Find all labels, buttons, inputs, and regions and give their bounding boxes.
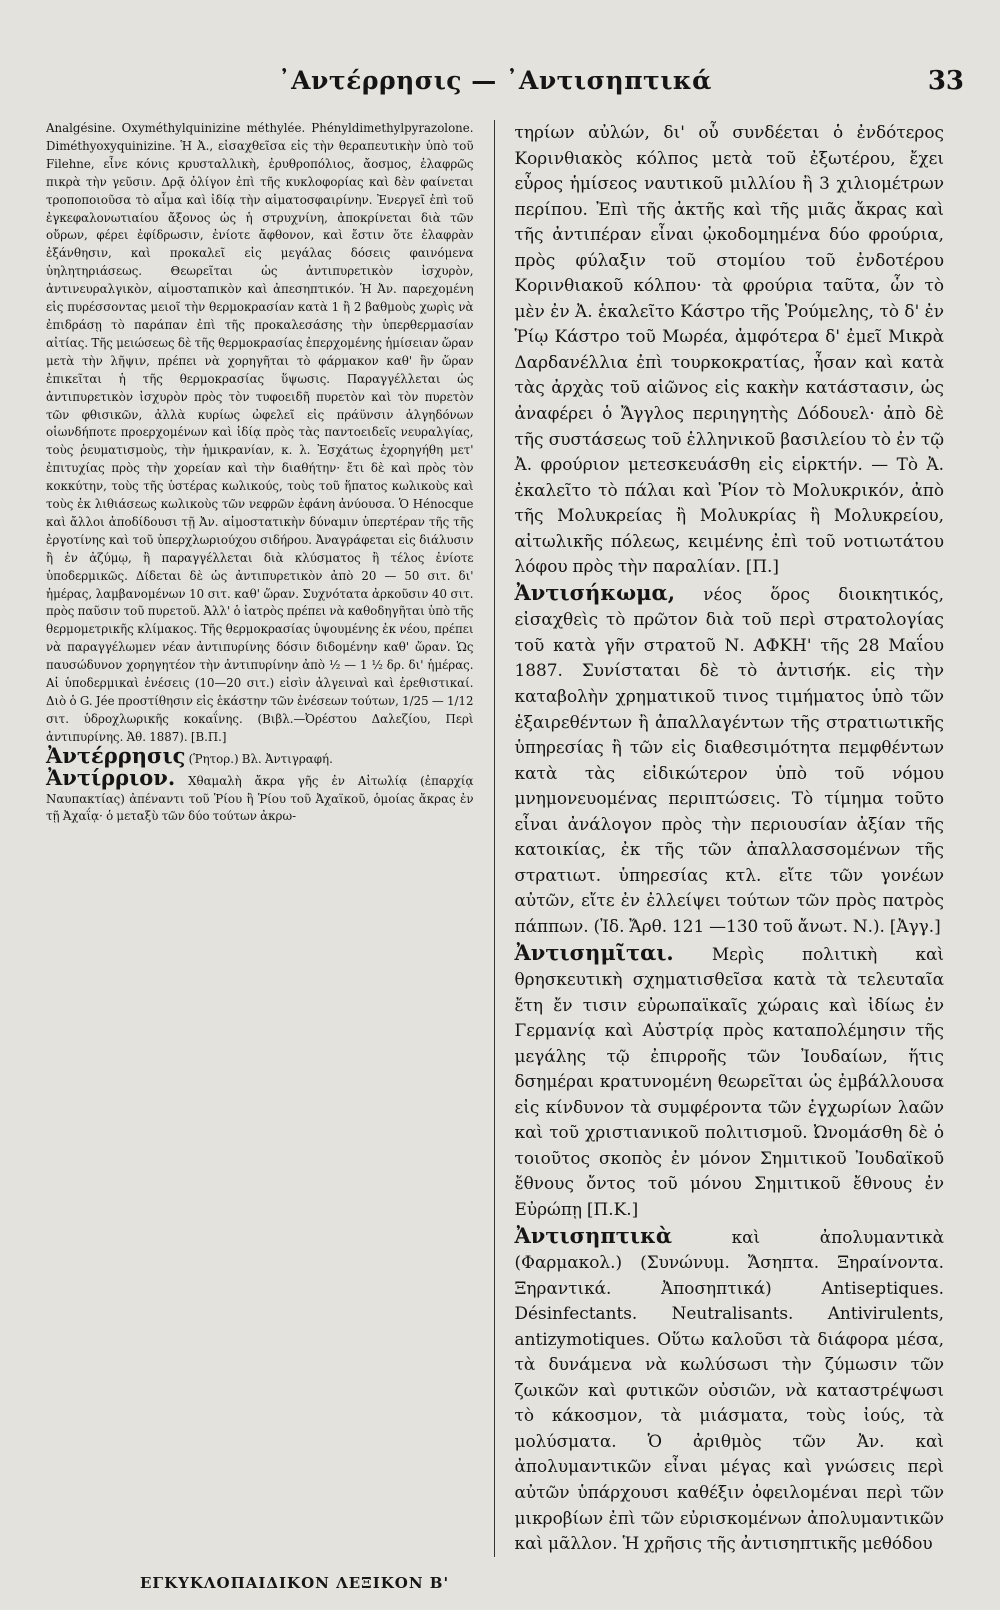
entry-text: Μερὶς πολιτικὴ καὶ θρησκευτικὴ σχηματισθεῖσα κατὰ τὰ τελευταῖα ἔτη ἔν τισιν εὐρωπαϊκαῖς χώραις καὶ ἰδίως ἐν Γερμανίᾳ καὶ Αὐστρίᾳ πρὸς καταπολέμησιν τῆς μεγάλης τῷ ἐπιρροῆς τῶν Ἰουδαίων, ἥτις δσημέραι κρατυνομένη θεωρεῖται ὡς ἐμβάλλουσα εἰς κίνδυνον τὰ συμφέροντα τῶν ἐγχωρίων λαῶν καὶ τοῦ χριστιανικοῦ πολιτισμοῦ. Ὠνομάσθη δὲ ὁ τοιοῦτος σκοπὸς ἐν μόνον Σημιτικοῦ Ἰουδαϊκοῦ ἔθνους ὄντος τοῦ μόνου Σημιτικοῦ ἔθνους ἐν Εὐρώπῃ [Π.Κ.] xyxy=(514,943,944,1219)
page-header xyxy=(46,66,964,100)
headword: Ἀντίρριον. xyxy=(46,764,176,790)
page-number: 33 xyxy=(927,66,964,96)
entry-antisemites xyxy=(515,940,944,1223)
entry-antirrion-continued: τηρίων αὐλών, δι' οὗ συνδέεται ὁ ἐνδότερος Κορινθιακὸς κόλπος μετὰ τοῦ ἐξωτέρου, ἔχει εὖρος ἡμίσεος ναυτικοῦ μιλλίου ἢ 3 χιλιομέτρων περίπου. Ἐπὶ τῆς ἀκτῆς καὶ τῆς μιᾶς ἄκρας καὶ τῆς ἀντιπέραν εἶναι ᾠκοδομημένα δύο φρούρια, πρὸς φύλαξιν τοῦ στομίου τοῦ ἐνδοτέρου Κορινθιακοῦ κόλπου· τὰ φρούρια ταῦτα, ὧν τὸ μὲν ἐν Ἀ. ἐκαλεῖτο Κάστρο τῆς Ῥούμελης, τὸ δ' ἐν Ῥίῳ Κάστρο τοῦ Μωρέα, ἀμφότερα δ' ἐμεῖ Μικρὰ Δαρδανέλλια ἐπὶ τουρκοκρατίας, ἦσαν καὶ κατὰ τὰς ἀρχὰς τοῦ αἰῶνος εἰς κακὴν κατάστασιν, ὡς ἀναφέρει ὁ Ἄγγλος περιηγητὴς Δόδουελ· ἀπὸ δὲ τῆς συστάσεως τοῦ ἑλληνικοῦ βασιλείου τὸ ἐν τῷ Ἀ. φρούριον μετεσκευάσθη εἰς εἱρκτήν. — Τὸ Ἀ. ἐκαλεῖτο τὸ πάλαι καὶ Ῥίον τὸ Μολυκρικόν, ἀπὸ τῆς Μολυκρείας ἢ Μολυκρίας ἢ Μολυκρείου, αἰτωλικῆς πόλεως, κειμένης ἐπὶ τοῦ νοτιωτάτου λόφου πρὸς τὴν παραλίαν. [Π.] xyxy=(514,122,944,577)
entry-antiseptics xyxy=(515,1223,944,1557)
entry-antisikoma xyxy=(515,580,944,940)
printer-signature: ΕΓΚΥΚΛΟΠΑΙΔΙΚΟΝ ΛΕΞΙΚΟΝ Β' xyxy=(140,1574,450,1592)
running-title: ᾿Αντέρρησις — ᾿Αντισηπτικά xyxy=(278,66,712,95)
entry-antirrion xyxy=(46,764,474,827)
right-column xyxy=(494,120,944,1557)
headword: Ἀντέρρησις xyxy=(46,742,186,768)
text-columns xyxy=(46,120,944,1557)
headword: Ἀντισημῖται. xyxy=(514,939,674,965)
entry-text: νέος ὅρος διοικητικός, εἰσαχθεὶς τὸ πρῶτον διὰ τοῦ περὶ στρατολογίας τοῦ κατὰ γῆν στρατοῦ Ν. ΑΦΚΗ' τῆς 28 Μαΐου 1887. Συνίσταται δὲ τὸ ἀντισήκ. εἰς τὴν καταβολὴν χρηματικοῦ τινος τιμήματος ὑπὸ τῶν ἐξαιρεθέντων ἢ ἀπαλλαγέντων τῆς στρατιωτικῆς ὑπηρεσίας ἢ τῶν εἰς διαθεσιμότητα πεμφθέντων κατὰ τὰς εἰδικώτερον ὑπὸ τοῦ νόμου μνημονευομένας περιπτώσεις. Τὸ τίμημα τοῦτο εἶναι ἀνάλογον πρὸς τὴν περιουσίαν ἀξίαν τῆς κατοικίας, ἐκ τῆς τῶν ἀπαλλασσομένων τῆς στρατιωτ. ὑπηρεσίας κτλ. εἴτε τῶν γονέων αὐτῶν, εἴτε ἐν ἐλλείψει τούτων τῶν πρὸς πατρὸς πάππων. (Ἰδ. Ἄρθ. 121 —130 τοῦ ἄνωτ. Ν.). [Ἀγγ.] xyxy=(514,583,944,936)
headword: Ἀντισηπτικὰ xyxy=(514,1222,672,1248)
entry-antipyrine-text: Analgésine. Oxyméthylquinizine méthylée. Phényldimethylpyrazolone. Diméthyoxyquinizine. Ἡ Ἀ., εἰσαχθεῖσα εἰς τὴν θεραπευτικὴν ὑπὸ τοῦ Filehne, εἶνε κόνις κρυσταλλικὴ, ἐρυθροπόλιος, ἄοσμος, ἐλαφρῶς πικρὰ τὴν γεῦσιν. Δρᾷ ὀλίγον ἐπὶ τῆς κυκλοφορίας καὶ δὲν φαίνεται τροποποιοῦσα τὸ αἷμα καὶ ἰδίᾳ τὴν αἱματοσφαιρίνην. Ἐνεργεῖ ἐπὶ τοῦ ἐγκεφαλονωτιαίου ἄξονος ὡς ἡ στρυχνίνη, ἀποκρίνεται διὰ τῶν οὔρων, φέρει ἐφίδρωσιν, ἐνίοτε ἄφθονον, καὶ ἔστιν ὅτε ἐλαφρὰν ἐξάνθησιν, καὶ προκαλεῖ εἰς μεγάλας δόσεις φαινόμενα ὑηλητηριάσεως. Θεωρεῖται ὡς ἀντιπυρετικὸν ἰσχυρὸν, ἀντινευραλγικὸν, αἱμοσταπικὸν καὶ ἀπεσηπτικόν. Ἡ Ἀν. παρεχομένη εἰς πυρέσσοντας μειοῖ τὴν θερμοκρασίαν κατὰ 1 ἢ 2 βαθμοὺς χωρὶς νὰ ἐπιδράσῃ τὸ παράπαν ἐπὶ τῆς προκαλεσάσης τὴν ὑπερθερμασίαν αἰτίας. Τῆς μειώσεως δὲ τῆς θερμοκρασίας ἐπερχομένης ἡμίσειαν ὥραν μετὰ τὴν λῆψιν, πρέπει νὰ χορηγῆται τὸ φάρμακον καθ' ἣν ὥραν ἐπικεῖται ἡ τῆς θερμοκρασίας ὕψωσις. Παραγγέλλεται ὡς ἀντιπυρετικὸν ἰσχυρὸν πρὸς τὸν τυφοειδῆ πυρετὸν καὶ τὸν πυρετὸν τῶν φθισικῶν, ἀλλὰ κυρίως ὠφελεῖ εἰς πράϋνσιν ἀλγηδόνων οἱωνδήποτε προερχομένων καὶ ἰδίᾳ πρὸς τὰς παντοειδεῖς νευραλγίας, τοὺς ῥευματισμοὺς, τὴν ἡμικρανίαν, κ. λ. Ἐσχάτως ἐχορηγήθη μετ' ἐπιτυχίας πρὸς τὴν χορείαν καὶ τὴν διαθήτην· ἔτι δὲ καὶ πρὸς τὸν κοκκύτην, τοὺς τῆς ὑστέρας κωλικούς, τοὺς τοῦ ἥπατος κωλικοὺς καὶ τοὺς ἐκ λιθιάσεως κωλικοὺς τῶν νεφρῶν ἐφάνη ἀνύουσα. Ὁ Hénocque καὶ ἄλλοι ἀποδίδουσι τῇ Ἀν. αἱμοστατικὴν δύναμιν ὑπερτέραν τῆς τῆς ἐργοτίνης καὶ τοῦ ὑπερχλωριούχου σιδήρου. Ἀναγράφεται εἰς διάλυσιν ἢ ἐν ἀζύμῳ, ἢ παραγγέλλεται διὰ κλύσματος ἢ τέλος ἐνίοτε ὑποδερμικῶς. Δίδεται δὲ ὡς ἀντιπυρετικὸν ἀπὸ 20 — 50 σιτ. δι' ἡμέρας, λαμβανομένων 10 σιτ. καθ' ὥραν. Συχνότατα ἀρκοῦσιν 40 σιτ. πρὸς παῦσιν τοῦ πυρετοῦ. Ἀλλ' ὁ ἰατρὸς πρέπει νὰ καθοδηγῆται ὑπὸ τῆς θερμομετρικῆς κλίμακος. Τῆς θερμοκρασίας ὑψουμένης ἐκ νέου, πρέπει νὰ παραγγέλωμεν νέαν ἀντιπυρίνης δόσιν διδομένην καθ' ὥραν. Ὡς παυσώδυνον χορηγητέον τὴν ἀντιπυρίνην ἀπὸ ½ — 1 ½ δρ. δι' ἡμέρας. Αἱ ὑποδερμικαὶ ἐνέσεις (10—20 σιτ.) εἰσὶν ἀλγειναὶ καὶ ἐρεθιστικαί. Διὸ ὁ G. Jée προστίθησιν εἰς ἑκάστην τῶν ἐνέσεων τούτων, 1/25 — 1/12 σιτ. ὑδροχλωρικῆς κοκαΐνης. (Βιβλ.—Ὀρέστου Δαλεζίου, Περὶ ἀντιπυρίνης. Ἀθ. 1887). [Β.Π.] xyxy=(46,121,474,744)
left-column xyxy=(46,120,494,1557)
entry-text: καὶ ἀπολυμαντικὰ (Φαρμακολ.) (Συνώνυμ. Ἄσηπτα. Ξηραίνοντα. Ξηραντικά. Ἀποσηπτικά) Antiseptiques. Désinfectants. Neutralisants. Antivirulents, antizymotiques. Οὕτω καλοῦσι τὰ διάφορα μέσα, τὰ δυνάμενα νὰ κωλύσωσι τὴν ζύμωσιν τῶν ζωικῶν καὶ φυτικῶν οὐσιῶν, νὰ καταστρέψωσι τὸ κάκοσμον, τὰ μιάσματα, τοὺς ἰούς, τὰ μολύσματα. Ὁ ἀριθμὸς τῶν Ἀν. καὶ ἀπολυμαντικῶν εἶναι μέγας καὶ γνώσεις περὶ αὐτῶν ὑπάρχουσι καθέξιν ὀφειλομέναι περὶ τῶν μικροβίων ἐπὶ τῶν εὐρισκομένων ἀπολυμαντικῶν καὶ μᾶλλον. Ἡ χρῆσις τῆς ἀντισηπτικῆς μεθόδου xyxy=(514,1226,944,1554)
entry-text: Χθαμαλὴ ἄκρα γῆς ἐν Αἰτωλίᾳ (ἐπαρχίᾳ Ναυπακτίας) ἀπέναντι τοῦ Ῥίου ἢ Ῥίου τοῦ Ἀχαϊκοῦ, ὁμοίας ἄκρας ἐν τῇ Ἀχαΐᾳ· ὁ μεταξὺ τῶν δύο τούτων ἀκρω- xyxy=(46,773,474,824)
headword: Ἀντισήκωμα, xyxy=(514,579,675,605)
entry-text: (Ῥητορ.) Βλ. Ἀντιγραφή. xyxy=(185,751,333,766)
